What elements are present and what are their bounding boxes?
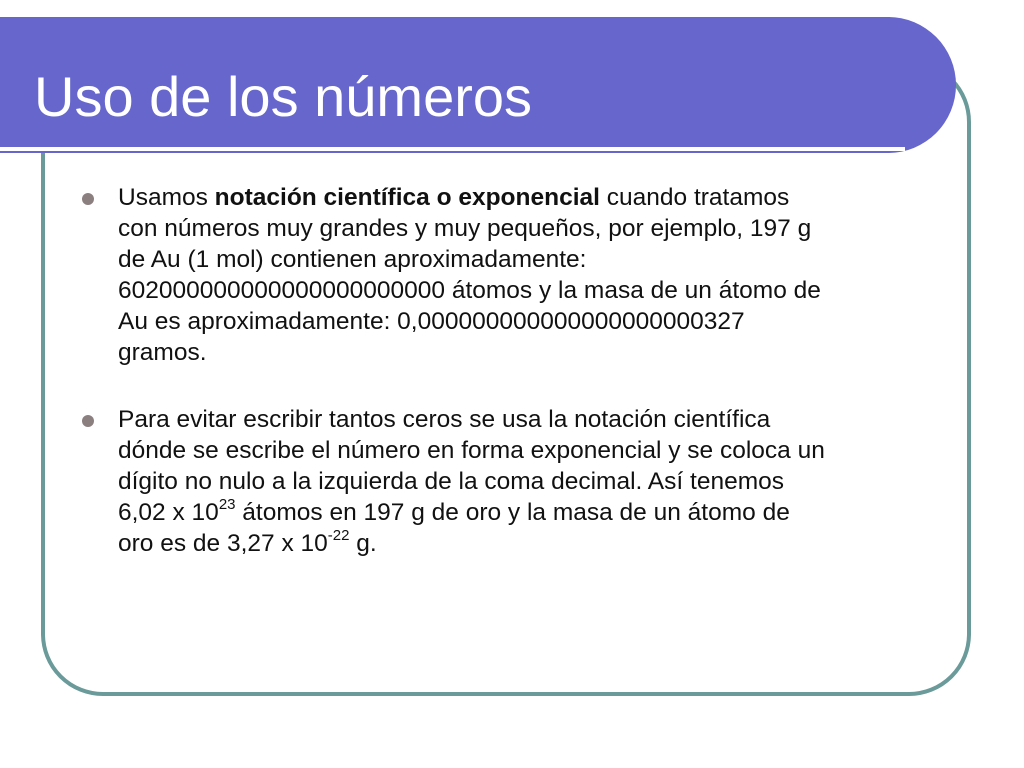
title-band xyxy=(0,17,956,153)
exponent: -22 xyxy=(327,526,350,544)
slide-title: Uso de los números xyxy=(34,65,533,128)
bullet-dot-icon xyxy=(82,415,94,427)
slide-content xyxy=(82,182,952,595)
bullet-item xyxy=(82,404,952,559)
bullet-line: Para evitar escribir tantos ceros se usa la notación científica xyxy=(118,406,771,433)
bullet-line: con números muy grandes y muy pequeños, por ejemplo, 197 g xyxy=(118,215,812,242)
bullet-line: de Au (1 mol) contienen aproximadamente: xyxy=(118,246,587,273)
bullet-line xyxy=(118,182,952,213)
title-underline xyxy=(0,147,905,151)
text-run: oro es de 3,27 x 10 xyxy=(118,530,328,557)
text-run: cuando tratamos xyxy=(599,184,790,211)
bullet-line: dígito no nulo a la izquierda de la coma decimal. Así tenemos xyxy=(118,468,784,495)
text-run: Usamos xyxy=(118,184,215,211)
bullet-dot-icon xyxy=(82,193,94,205)
text-run: 6,02 x 10 xyxy=(118,499,219,526)
bullet-line: Au es aproximadamente: 0,000000000000000000000327 xyxy=(118,308,745,335)
bullet-item xyxy=(82,182,952,368)
bullet-line xyxy=(118,528,952,559)
text-run: g. xyxy=(349,530,377,557)
emphasis-text: notación científica o exponencial xyxy=(214,184,600,211)
bullet-line: 602000000000000000000000 átomos y la masa de un átomo de xyxy=(118,277,821,304)
bullet-line: gramos. xyxy=(118,339,207,366)
bullet-line: dónde se escribe el número en forma exponencial y se coloca un xyxy=(118,437,825,464)
text-run: átomos en 197 g de oro y la masa de un átomo de xyxy=(235,499,790,526)
exponent: 23 xyxy=(218,495,236,513)
bullet-line xyxy=(118,497,952,528)
